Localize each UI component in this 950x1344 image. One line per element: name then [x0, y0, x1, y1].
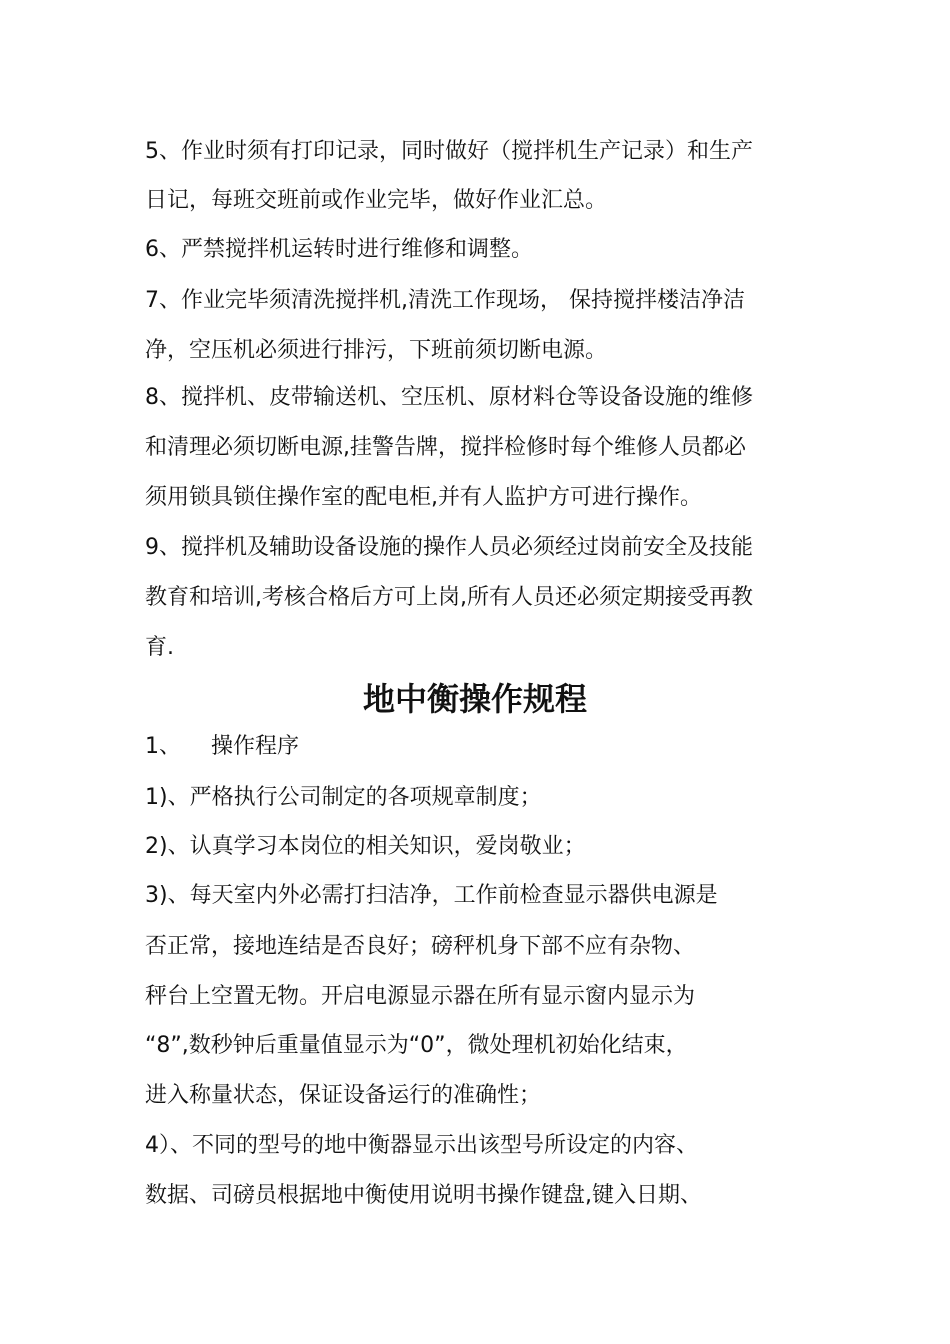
paragraph-line: 净，空压机必须进行排污，下班前须切断电源。 — [145, 338, 608, 363]
paragraph-line: 8、搅拌机、皮带输送机、空压机、原材料仓等设备设施的维修 — [145, 385, 753, 410]
paragraph-line: 5、作业时须有打印记录，同时做好（搅拌机生产记录）和生产 — [145, 139, 753, 164]
paragraph-line: 日记，每班交班前或作业完毕，做好作业汇总。 — [145, 188, 608, 213]
paragraph-line: 9、搅拌机及辅助设备设施的操作人员必须经过岗前安全及技能 — [145, 535, 753, 560]
paragraph-line: 数据、司磅员根据地中衡使用说明书操作键盘,键入日期、 — [145, 1183, 702, 1208]
paragraph-line: 教育和培训,考核合格后方可上岗,所有人员还必须定期接受再教 — [145, 585, 753, 610]
subheading-number: 1、 — [145, 734, 181, 759]
paragraph-line: 2)、认真学习本岗位的相关知识，爱岗敬业； — [145, 834, 586, 859]
paragraph-line: 1)、严格执行公司制定的各项规章制度； — [145, 785, 542, 810]
paragraph-line: 和清理必须切断电源,挂警告牌，搅拌检修时每个维修人员都必 — [145, 435, 746, 460]
subheading-text: 操作程序 — [211, 734, 300, 759]
paragraph-line: 否正常，接地连结是否良好；磅秤机身下部不应有杂物、 — [145, 934, 696, 959]
paragraph-line: 秤台上空置无物。开启电源显示器在所有显示窗内显示为 — [145, 984, 696, 1009]
paragraph-line: 4）、不同的型号的地中衡器显示出该型号所设定的内容、 — [145, 1133, 698, 1158]
paragraph-line: 须用锁具锁住操作室的配电柜,并有人监护方可进行操作。 — [145, 485, 702, 510]
paragraph-line: 进入称量状态，保证设备运行的准确性； — [145, 1083, 542, 1108]
paragraph-line: 7、作业完毕须清洗搅拌机,清洗工作现场， 保持搅拌楼洁净洁 — [145, 288, 745, 313]
paragraph-line: “8”,数秒钟后重量值显示为“0”，微处理机初始化结束， — [145, 1033, 688, 1058]
section-title: 地中衡操作规程 — [362, 680, 587, 718]
subheading — [145, 732, 825, 762]
paragraph-line: 3)、每天室内外必需打扫洁净，工作前检查显示器供电源是 — [145, 883, 718, 908]
paragraph-line: 6、严禁搅拌机运转时进行维修和调整。 — [145, 237, 533, 262]
paragraph-line: 育. — [145, 635, 174, 660]
